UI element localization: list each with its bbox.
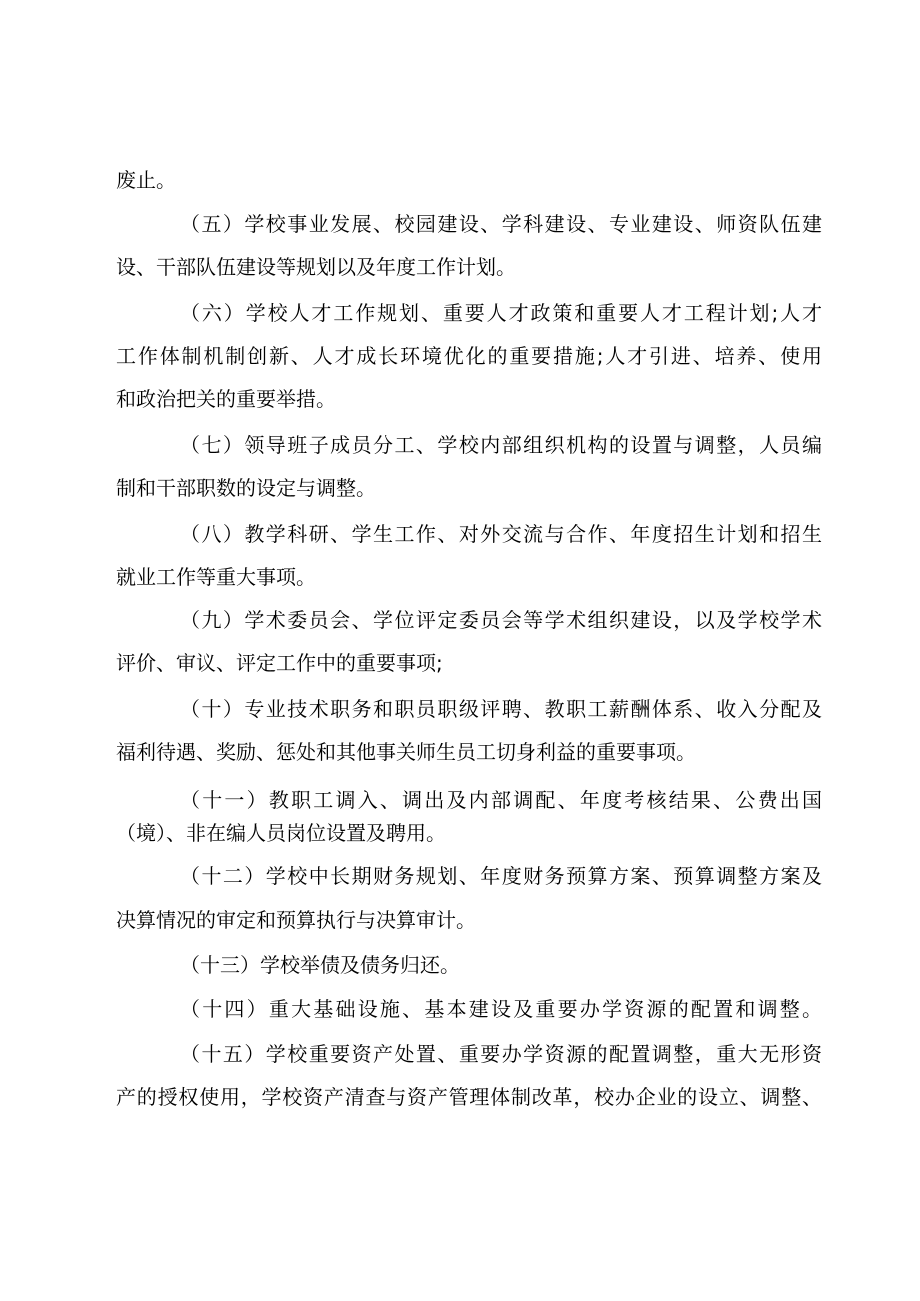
text-line: 制和干部职数的设定与调整。 [116, 476, 376, 500]
text-line: （境）、非在编人员岗位设置及聘用。 [116, 821, 446, 845]
text-line: 福利待遇、奖励、惩处和其他事关师生员工切身利益的重要事项。 [116, 740, 696, 764]
text-line: 工作体制机制创新、人才成长环境优化的重要措施;人才引进、培养、使用 [116, 344, 822, 368]
text-line: 评价、审议、评定工作中的重要事项; [116, 651, 443, 675]
text-line: 决算情况的审定和预算执行与决算审计。 [116, 908, 476, 932]
text-line: （九）学术委员会、学位评定委员会等学术组织建设，以及学校学术 [180, 608, 822, 632]
text-line: （五）学校事业发展、校园建设、学科建设、专业建设、师资队伍建 [180, 212, 822, 236]
text-line: （六）学校人才工作规划、重要人才政策和重要人才工程计划;人才 [180, 301, 822, 325]
text-line: （八）教学科研、学生工作、对外交流与合作、年度招生计划和招生 [180, 522, 822, 546]
text-line: （七）领导班子成员分工、学校内部组织机构的设置与调整，人员编 [180, 433, 822, 457]
text-line: （十二）学校中长期财务规划、年度财务预算方案、预算调整方案及 [180, 864, 822, 888]
text-line: （十五）学校重要资产处置、重要办学资源的配置调整，重大无形资 [180, 1042, 822, 1066]
text-line: 设、干部队伍建设等规划以及年度工作计划。 [116, 255, 516, 279]
text-line: 和政治把关的重要举措。 [116, 387, 336, 411]
text-line: （十三）学校举债及债务归还。 [180, 953, 460, 977]
text-line: 废止。 [116, 168, 176, 192]
text-line: （十一）教职工调入、调出及内部调配、年度考核结果、公费出国 [180, 788, 822, 812]
text-line: （十四）重大基础设施、基本建设及重要办学资源的配置和调整。 [180, 997, 822, 1021]
text-line: （十）专业技术职务和职员职级评聘、教职工薪酬体系、收入分配及 [180, 697, 822, 721]
text-line: 就业工作等重大事项。 [116, 565, 316, 589]
text-line: 产的授权使用，学校资产清查与资产管理体制改革，校办企业的设立、调整、 [116, 1085, 822, 1109]
